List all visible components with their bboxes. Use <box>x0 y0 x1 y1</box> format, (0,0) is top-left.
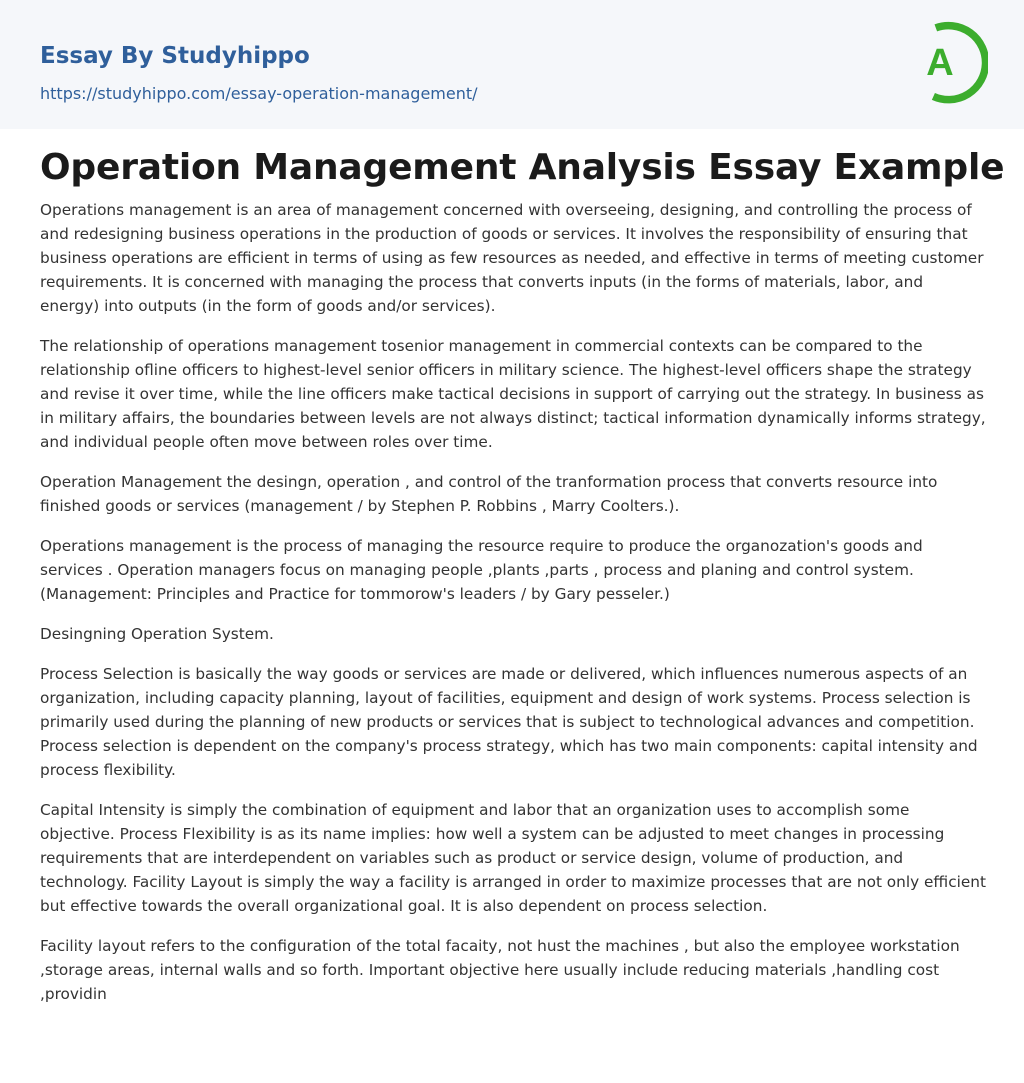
paragraph-8: Facility layout refers to the configuration of the total facaity, not hust the machines , but also the employee workstation ,storage areas, internal walls and so forth. Important objective here usually include reducing materials ,handling cost ,providin <box>40 937 960 1003</box>
paragraph-2: The relationship of operations management tosenior management in commercial contexts can be compared to the relationship ofline officers to highest-level senior officers in military science. The highest-level officers shape the strategy and revise it over time, while the line officers make tactical decisions in support of carrying out the strategy. In business as in military affairs, the boundaries between levels are not always distinct; tactical information dynamically informs strategy, and individual people often move between roles over time. <box>40 337 986 451</box>
page-title: Operation Management Analysis Essay Example <box>40 147 1005 188</box>
site-header <box>0 0 1024 129</box>
paragraph-5: Desingning Operation System. <box>40 625 274 643</box>
article-url-link[interactable]: https://studyhippo.com/essay-operation-management/ <box>40 84 478 103</box>
paragraph-1: Operations management is an area of management concerned with overseeing, designing, and controlling the process of and redesigning business operations in the production of goods or services. It involves the responsibility of ensuring that business operations are efficient in terms of using as few resources as needed, and effective in terms of meeting customer requirements. It is concerned with managing the process that converts inputs (in the forms of materials, labor, and energy) into outputs (in the form of goods and/or services). <box>40 201 984 315</box>
studyhippo-logo-icon[interactable] <box>910 18 988 106</box>
site-title[interactable]: Essay By Studyhippo <box>40 43 310 69</box>
paragraph-3: Operation Management the desingn, operation , and control of the tranformation process that converts resource into finished goods or services (management / by Stephen P. Robbins , Marry Coolters.). <box>40 473 938 515</box>
paragraph-4: Operations management is the process of managing the resource require to produce the organozation's goods and services . Operation managers focus on managing people ,plants ,parts , process and planing and control system. (Management: Principles and Practice for tommorow's leaders / by Gary pesseler.) <box>40 537 923 603</box>
article <box>40 142 1005 1022</box>
paragraph-7: Capital Intensity is simply the combination of equipment and labor that an organization uses to accomplish some objective. Process Flexibility is as its name implies: how well a system can be adjusted to meet changes in processing requirements that are interdependent on variables such as product or service design, volume of production, and technology. Facility Layout is simply the way a facility is arranged in order to maximize processes that are not only efficient but effective towards the overall organizational goal. It is also dependent on process selection. <box>40 801 986 915</box>
logo-letter: A <box>926 42 954 84</box>
paragraph-6: Process Selection is basically the way goods or services are made or delivered, which influences numerous aspects of an organization, including capacity planning, layout of facilities, equipment and design of work systems. Process selection is primarily used during the planning of new products or services that is subject to technological advances and competition. Process selection is dependent on the company's process strategy, which has two main components: capital intensity and process flexibility. <box>40 665 978 779</box>
